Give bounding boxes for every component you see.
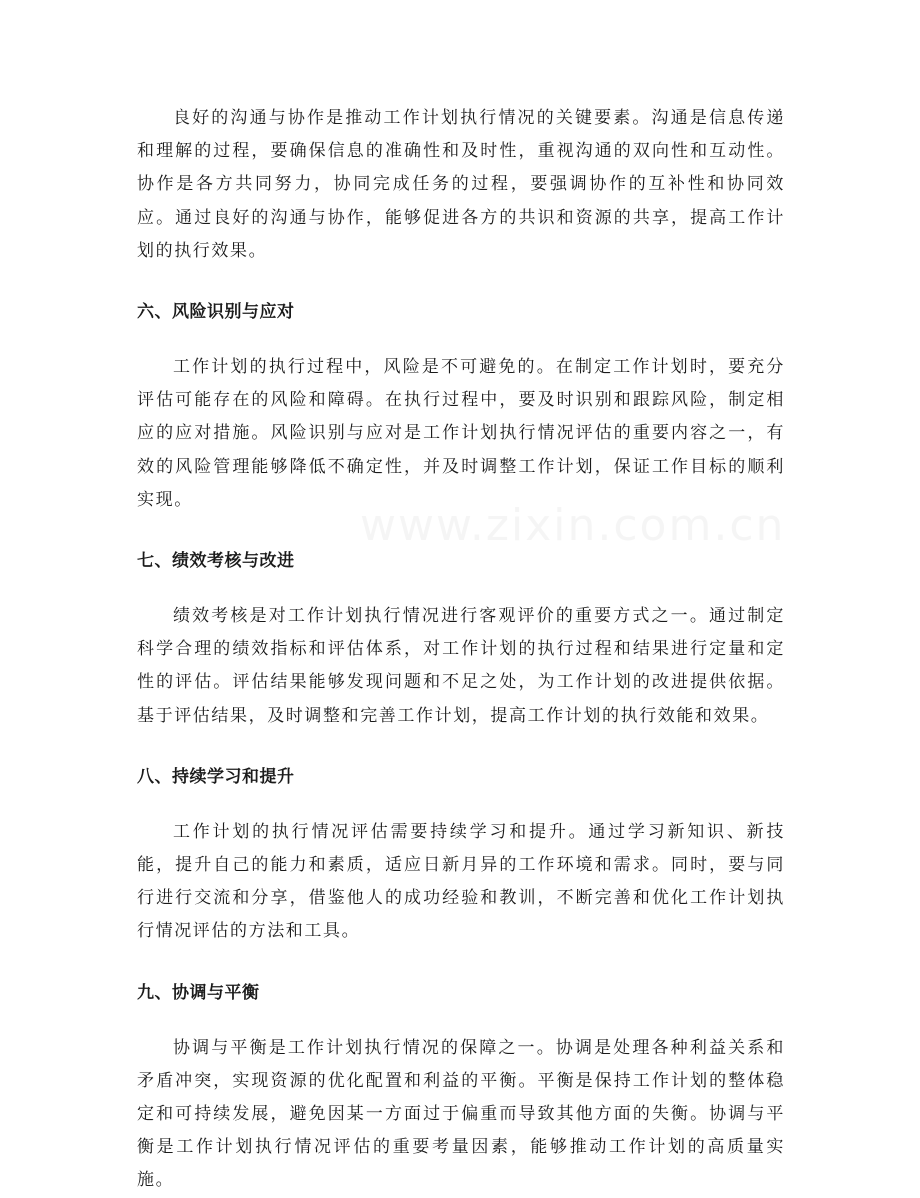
- spacer: [137, 517, 785, 546]
- paragraph-performance: 绩效考核是对工作计划执行情况进行客观评价的重要方式之一。通过制定科学合理的绩效指标和评估体系，对工作计划的执行过程和结果进行定量和定性的评估。评估结果能够发现问题和不足之处，为工作计划的改进提供依据。基于评估结果，及时调整和完善工作计划，提高工作计划的执行效能和效果。: [137, 606, 785, 726]
- watermark: www.zixin.com.cn: [360, 500, 786, 551]
- spacer: [137, 327, 785, 351]
- spacer: [137, 733, 785, 762]
- spacer: [137, 268, 785, 297]
- heading-risk: 六、风险识别与应对: [137, 302, 295, 323]
- paragraph-communication: 良好的沟通与协作是推动工作计划执行情况的关键要素。沟通是信息传递和理解的过程，要确保信息的准确性和及时性，重视沟通的双向性和互动性。协作是各方共同努力，协同完成任务的过程，要强调协作的互补性和协同效应。通过良好的沟通与协作，能够促进各方的共识和资源的共享，提高工作计划的执行效果。: [137, 108, 785, 261]
- spacer: [137, 576, 785, 600]
- paragraph-risk: 工作计划的执行过程中，风险是不可避免的。在制定工作计划时，要充分评估可能存在的风险和障碍。在执行过程中，要及时识别和跟踪风险，制定相应的应对措施。风险识别与应对是工作计划执行情况评估的重要内容之一，有效的风险管理能够降低不确定性，并及时调整工作计划，保证工作目标的顺利实现。: [137, 357, 785, 510]
- heading-performance: 七、绩效考核与改进: [137, 551, 295, 572]
- paragraph-balance: 协调与平衡是工作计划执行情况的保障之一。协调是处理各种利益关系和矛盾冲突，实现资源的优化配置和利益的平衡。平衡是保持工作计划的整体稳定和可持续发展，避免因某一方面过于偏重而导致其他方面的失衡。协调与平衡是工作计划执行情况评估的重要考量因素，能够推动工作计划的高质量实施。: [137, 1037, 785, 1191]
- spacer: [137, 792, 785, 816]
- paragraph-learning: 工作计划的执行情况评估需要持续学习和提升。通过学习新知识、新技能，提升自己的能力和素质，适应日新月异的工作环境和需求。同时，要与同行进行交流和分享，借鉴他人的成功经验和教训，不断完善和优化工作计划执行情况评估的方法和工具。: [137, 821, 785, 942]
- heading-balance: 九、协调与平衡: [137, 982, 260, 1003]
- spacer: [137, 1008, 785, 1032]
- document-body: [137, 102, 785, 1198]
- heading-learning: 八、持续学习和提升: [137, 766, 295, 787]
- spacer: [137, 949, 785, 978]
